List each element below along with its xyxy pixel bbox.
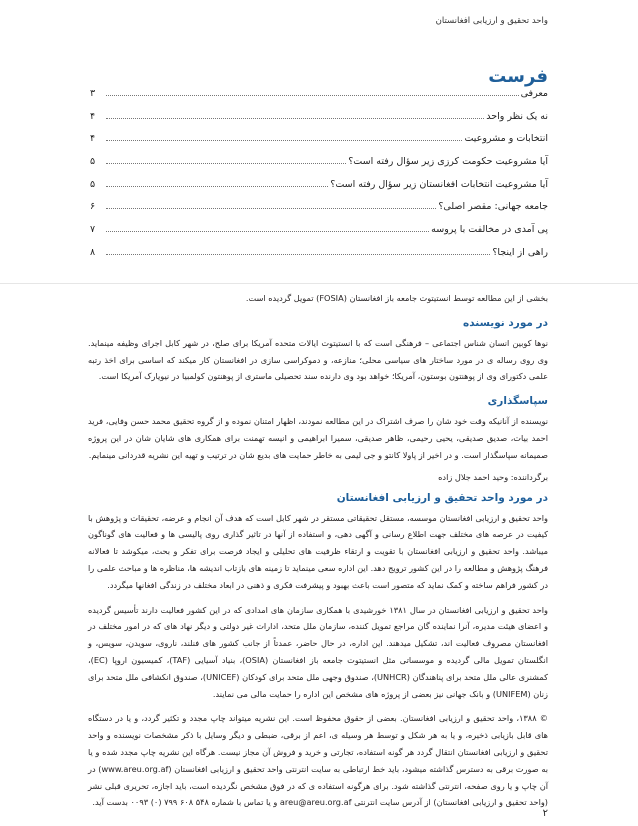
- toc-entry[interactable]: [90, 88, 548, 111]
- toc-entry-page: ۵: [90, 156, 96, 168]
- author-heading: در مورد نویسنده: [463, 316, 548, 329]
- toc-title: فرست: [488, 66, 548, 87]
- running-header: واحد تحقیق و ارزیابی افغانستان: [435, 16, 548, 26]
- toc-entry[interactable]: [90, 156, 548, 179]
- translator-credit: برگرداننده: وحید احمد جلال زاده: [438, 471, 548, 482]
- toc-entry-label: پی آمدی در مخالفت با پروسه: [431, 224, 548, 236]
- toc-entry[interactable]: [90, 201, 548, 224]
- acknowledgments-paragraph: نویسنده از آنانیکه وقت خود شان را صرف اشتراک در این مطالعه نمودند، اظهار امتنان نموده و از گروه تحقیق محمد حسن وفایی، فرید احمد بیات، صدیق صدیقی، یحیی رحیمی، ظاهر صدیقی، سمیرا ابراهیمی و انیسه تهمنت برای همکاری های شایان شان در این پروژه صمیمانه سپاسگذار است. و در اخیر از پاولا کانتو و جی لیمی به خاطر حمایت های بدیع شان در ترتیب و تهیه این نشریه قدردانی مینمایم.: [88, 416, 548, 460]
- about-areu-paragraph-1: واحد تحقیق و ارزیابی افغانستان موسسه، مستقل تحقیقاتی مستقر در شهر کابل است که هدف آن انجام و عرضه، تحقیقات و پژوهش با کیفیت در عرصه های مختلف جهت اطلاع رسانی و آگهی دهی، و استفاده از آنها در تاثیر گذاری روی پالیسی ها و فعالیت های گوناگون میباشد. واحد تحقیق و ارزیابی افغانستان با تقویت و ارتقاء ظرفیت های تحلیلی و ایجاد فرصت برای تفکر و بحث، میکوشد تا فعالانه فرهنگ پژوهش و مطالعه را در این کشور ترویج دهد. این اداره سعی مینماید تا زمینه های بازتاب اندیشه ها، مناظره ها و مباحث علمی را در کشور فراهم ساخته و کمک نماید که متصور است باعث بهبود و پیشرفت فکری و ذهنی در ابعاد مختلف در زندگی افغانها میگردد.: [88, 512, 548, 590]
- toc-entry-label: آیا مشروعیت انتخابات افغانستان زیر سؤال رفته است؟: [330, 178, 548, 190]
- toc-leader-dots: [106, 162, 346, 164]
- toc-entry-label: آیا مشروعیت حکومت کرزی زیر سؤال رفته است؟: [348, 156, 548, 168]
- toc-entry-label: انتخابات و مشروعیت: [464, 133, 548, 145]
- acknowledgments-heading: سپاسگذاری: [487, 395, 548, 408]
- toc-entry[interactable]: [90, 111, 548, 134]
- toc-leader-dots: [106, 230, 429, 232]
- toc-entry-page: ۳: [90, 88, 96, 99]
- toc-leader-dots: [106, 139, 462, 141]
- toc-entry[interactable]: [90, 224, 548, 247]
- toc-entry-page: ۴: [90, 110, 96, 122]
- toc-entry-page: ۶: [90, 201, 96, 213]
- toc-entry-label: راهی از اینجا؟: [492, 246, 548, 258]
- page-number: ۲: [542, 808, 548, 819]
- toc-entry-page: ۵: [90, 178, 96, 190]
- copyright-paragraph: © ۱۳۸۸، واحد تحقیق و ارزیابی افغانستان. بعضی از حقوق محفوظ است. این نشریه میتواند چاپ مجدد و تکثیر گردد، و یا در دستگاه های قابل بازیابی ذخیره، و یا به هر شکل و توسط هر وسیله ی، اعم از برقی، ضبطی و دیگر وسایل با ذکر مشخصات نویسنده و واحد تحقیق و ارزیابی افغانستان انتقال گردد هر گونه استفاده، تجارتی و خرید و فروش آن مجاز نیست. هرگاه این نشریه چاپ مجدد شده و یا به صورت برقی به دسترس گذاشته میشود، باید خط ارتباطی به سایت انترنتی واحد تحقیق و ارزیابی افغانستان (www.areu.org.af) در آن چاپ و یا روی صفحه، انترنتی گذاشته شود. برای هرگونه استفاده ی که در فوق مشخص نگردیده است، باید اجازه، تحریری قبلی نشر (واحد تحقیق و ارزیابی افغانستان) از آدرس سایت انترنتی areu@areu.org.af و یا تماس با شماره ۵۴۸ ۶۰۸ ۷۹۹ (۰) ۰۰۹۳ بدست آید.: [88, 713, 548, 808]
- toc-entry-label: معرفی: [520, 88, 548, 99]
- toc-leader-dots: [106, 94, 519, 96]
- toc-entry-page: ۷: [90, 224, 96, 236]
- toc-entry-label: جامعه جهانی: مقصر اصلی؟: [438, 201, 548, 213]
- toc-entry-label: نه یک نظر واحد: [486, 110, 548, 122]
- toc-entry[interactable]: [90, 247, 548, 270]
- funding-note: بخشی از این مطالعه توسط انستیتوت جامعه باز افغانستان (FOSIA) تمویل گردیده است.: [245, 293, 548, 303]
- toc-entry-page: ۴: [90, 133, 96, 145]
- body-content: [88, 290, 548, 811]
- about-areu-paragraph-2: واحد تحقیق و ارزیابی افغانستان در سال ۱۳۸۱ خورشیدی با همکاری سازمان های امدادی که در این کشور فعالیت دارند تأسیس گردیده و اعضای هیئت مدیره، آنرا نماینده گان مراجع تمویل کننده، سازمان ملل متحد، ادارات غیر دولتی و دیگر نهاد های که در امور مختلف در افغانستان مصروف فعالیت اند، تشکیل میدهند. این اداره، در حال حاضر، عمدتاً از جانب کشور های فنلند، ناروی، سویدن، سویس، و انگلستان تمویل مالی گردیده و موسساتی مثل انستیتوت جامعه باز افغانستان (OSIA)، بنیاد آسیایی (TAF)، کمیسیون اروپا (EC)، کمشنری عالی ملل متحد برای پناهندگان (UNHCR)، صندوق وجهی ملل متحد برای کودکان (UNICEF)، صندوق انکشافی ملل متحد برای زنان (UNIFEM) و بانک جهانی نیز بعضی از پروژه های مشخص این اداره را حمایت مالی می نمایند.: [88, 604, 548, 699]
- toc-leader-dots: [106, 253, 490, 255]
- section-divider: [0, 283, 638, 284]
- toc-leader-dots: [106, 207, 436, 209]
- about-areu-heading: در مورد واحد تحقیق و ارزیابی افغانستان: [336, 491, 548, 504]
- toc-entry-page: ۸: [90, 246, 96, 258]
- toc-leader-dots: [106, 185, 328, 187]
- author-paragraph: نوها کوبین انسان شناس اجتماعی – فرهنگی است که با انستیتوت ایالات متحده آمریکا برای صلح، در شهر کابل اجرای وظیفه مینماید. وی روی رساله ی در مورد ساختار های سیاسی محلی؛ منازعه، و دموکراسی سازی در افغانستان کار میکند که اساسی برای اخذ رتبه علمی دکتورای وی از پوهنتون بوستون، آمریکا؛ خواهد بود وی دارنده سند تحصیلی ماستری از پوهنتون کولمبیا در نیویارک آمریکا است.: [88, 337, 548, 382]
- toc-leader-dots: [106, 117, 484, 119]
- toc-entry[interactable]: [90, 133, 548, 156]
- table-of-contents: [90, 88, 548, 270]
- toc-entry[interactable]: [90, 179, 548, 202]
